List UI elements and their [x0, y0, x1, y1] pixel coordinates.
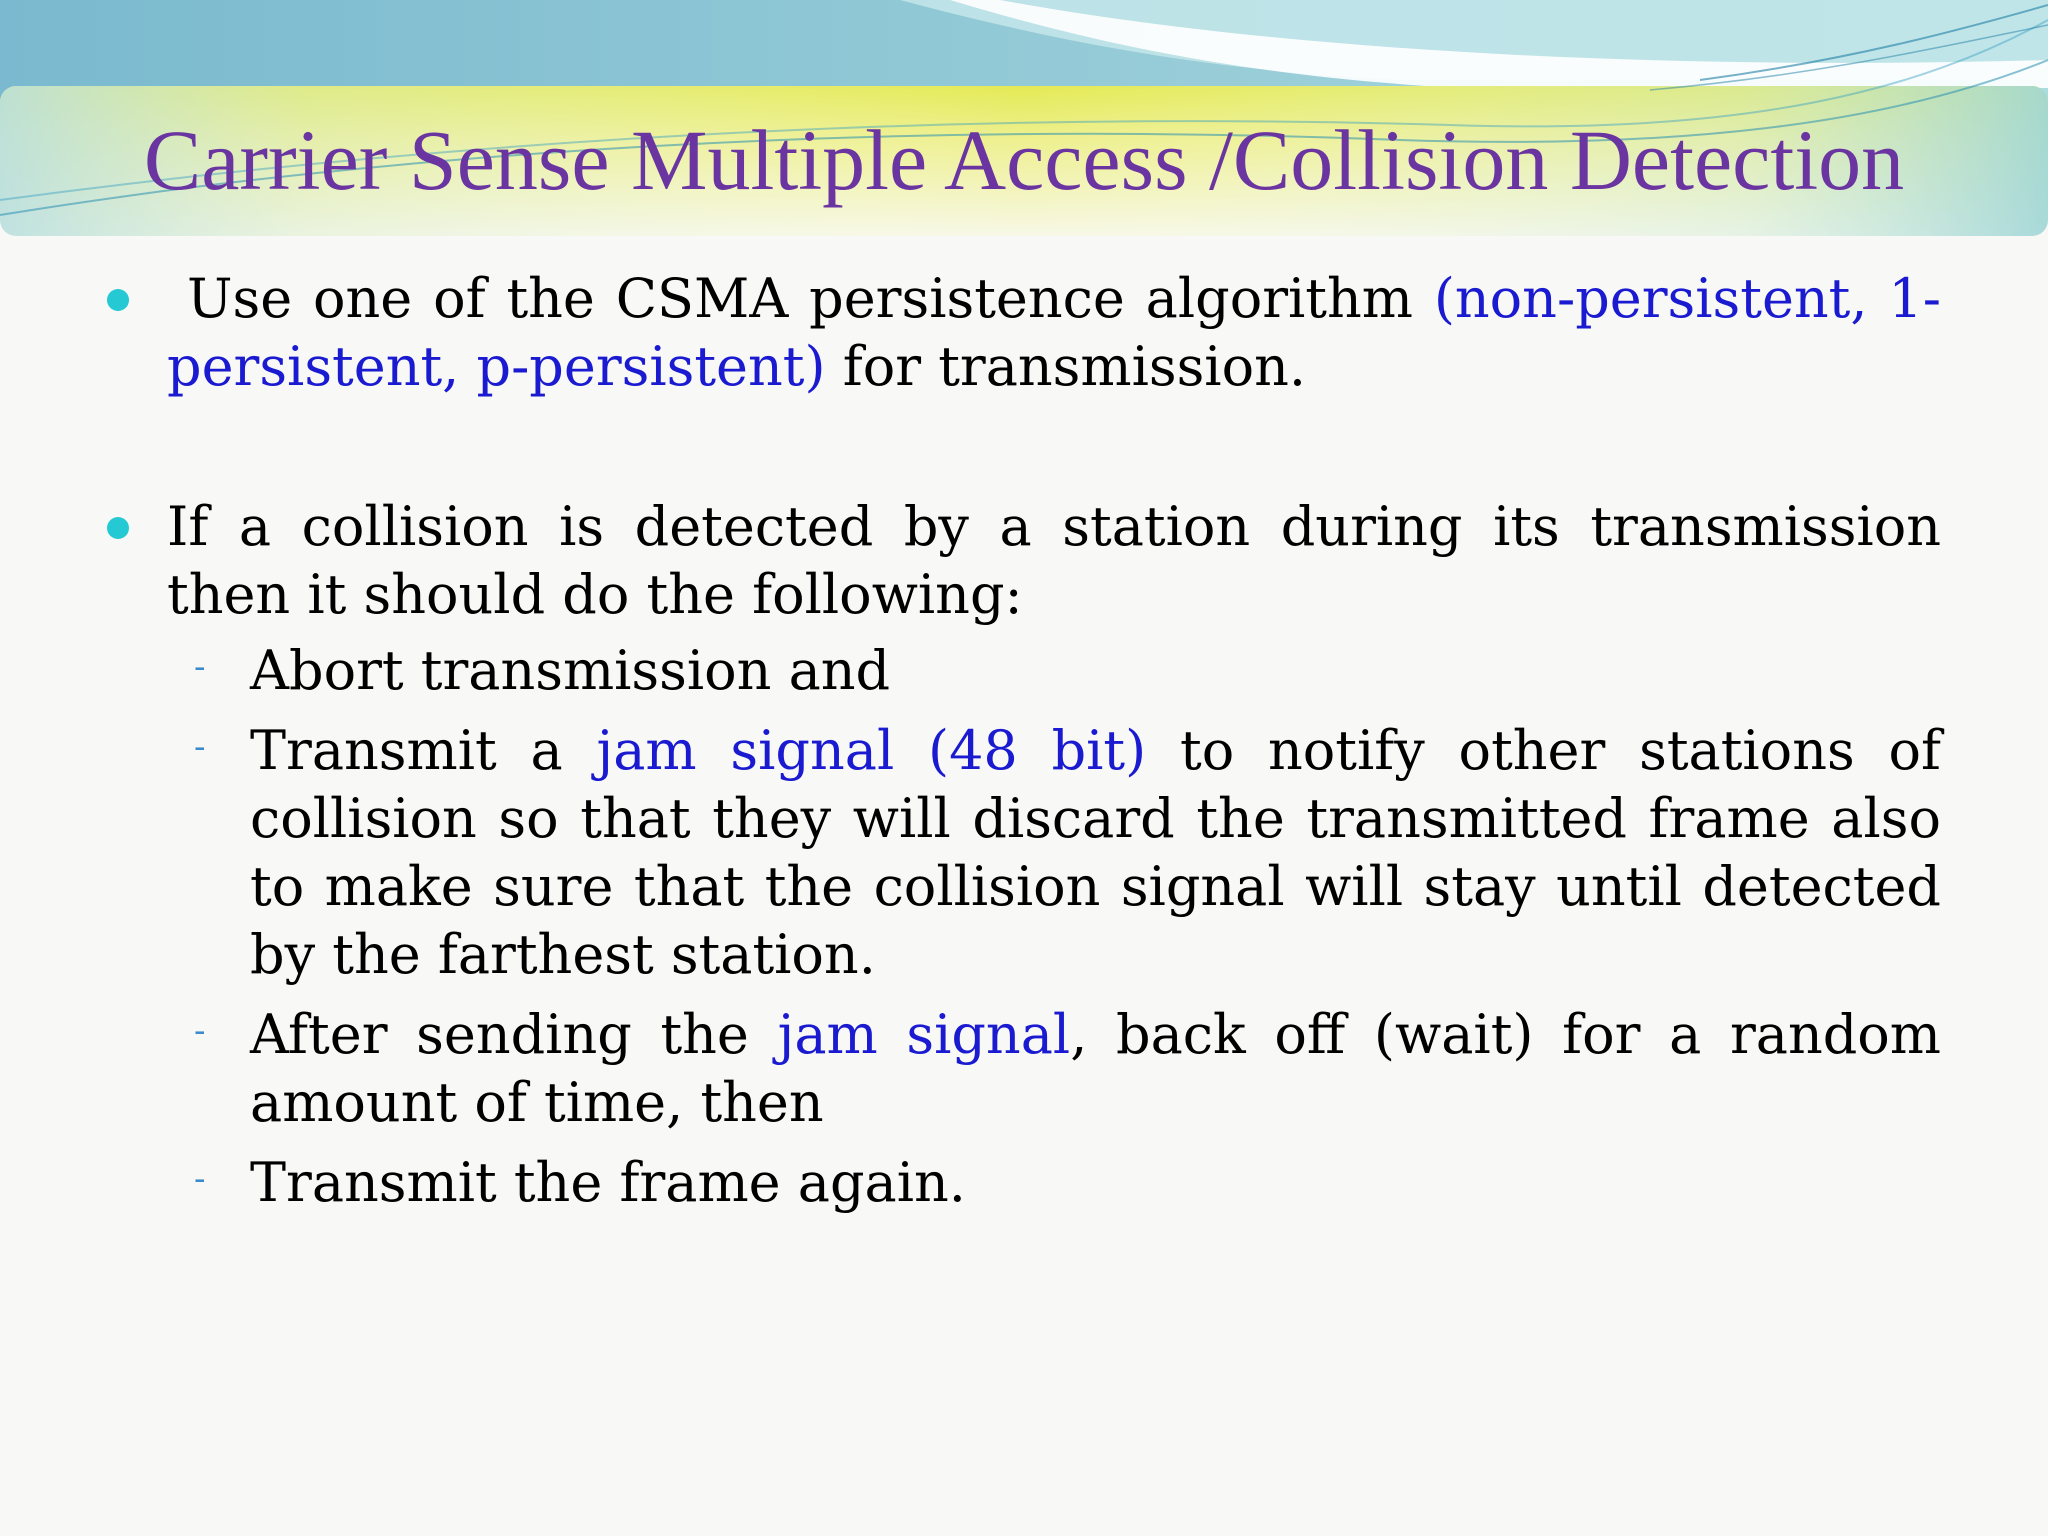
sub-list: [107, 637, 1941, 1217]
sub-item-highlight: jam signal: [777, 1003, 1071, 1066]
bullet-text: Use one of the CSMA persistence algorithm: [187, 267, 1413, 330]
sub-item: [107, 717, 1941, 989]
bullet-highlight: (non-persistent, 1-persistent, p-persistent): [167, 267, 1941, 398]
sub-item-text: Transmit a: [250, 719, 563, 782]
bullet-text: for transmission.: [842, 335, 1307, 398]
sub-item-text: After sending the: [250, 1003, 749, 1066]
sub-item: [107, 1001, 1941, 1137]
dash-marker-icon: -: [194, 1011, 206, 1051]
dash-marker-icon: -: [194, 1159, 206, 1199]
sub-item: [107, 1149, 1941, 1217]
bullet-text: If a collision is detected by a station during its transmission then it should do the following:: [167, 495, 1941, 626]
bullet-item: [107, 265, 1941, 401]
sub-item-text: , back off (wait) for a random amount of time, then: [250, 1003, 1942, 1134]
sub-item-text: Transmit the frame again.: [250, 1151, 966, 1214]
bullet-dot-icon: [107, 289, 129, 311]
dash-marker-icon: -: [194, 647, 206, 687]
slide-body: [107, 265, 1941, 1229]
dash-marker-icon: -: [194, 727, 206, 767]
sub-item: [107, 637, 1941, 705]
sub-item-highlight: jam signal (48 bit): [596, 719, 1147, 782]
sub-item-text: to notify other stations of collision so that they will discard the transmitted frame also to make sure that the collision signal will stay until detected by the farthest station.: [250, 719, 1941, 986]
bullet-dot-icon: [107, 517, 129, 539]
slide-title: Carrier Sense Multiple Access /Collision Detection: [143, 112, 1905, 208]
sub-item-text: Abort transmission and: [250, 639, 891, 702]
bullet-item: [107, 493, 1941, 629]
